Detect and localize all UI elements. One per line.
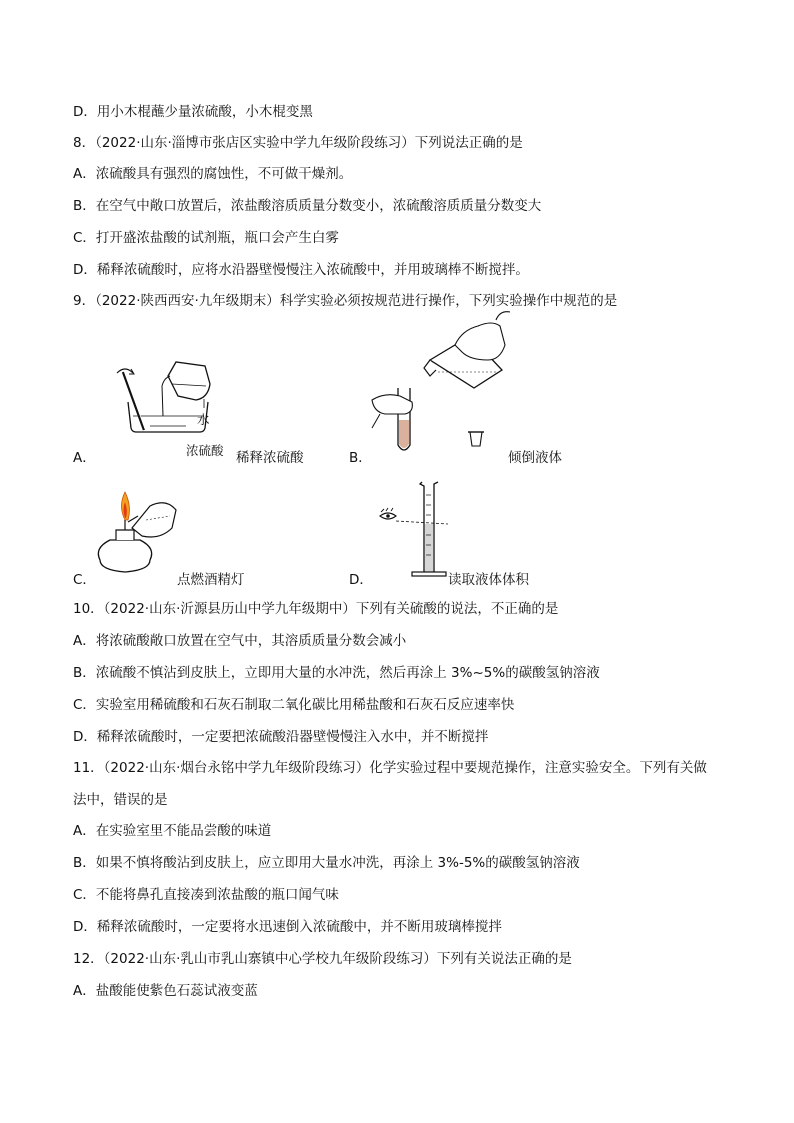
q9-stem: 9．（2022·陕西西安·九年级期末）科学实验必须按规范进行操作，下列实验操作中规范的是 (73, 293, 618, 309)
q10-option-b: B．浓硫酸不慎沾到皮肤上，立即用大量的水冲洗，然后再涂上 3%~5%的碳酸氢钠溶液 (73, 665, 600, 681)
q9-option-c-letter: C． (73, 572, 96, 588)
q12-stem: 12．（2022·山东·乳山市乳山寨镇中心学校九年级阶段练习）下列有关说法正确的是 (73, 951, 572, 967)
q11-option-b: B．如果不慎将酸沾到皮肤上，应立即用大量水冲洗，再涂上 3%-5%的碳酸氢钠溶液 (73, 855, 580, 871)
q11-option-a: A．在实验室里不能品尝酸的味道 (73, 823, 272, 839)
q8-stem: 8．（2022·山东·淄博市张店区实验中学九年级阶段练习）下列说法正确的是 (73, 135, 523, 151)
q9-option-a-caption: 稀释浓硫酸 (236, 450, 304, 466)
q9-option-b-letter: B． (349, 450, 372, 466)
q9-option-a-letter: A． (73, 450, 96, 466)
acid-label: 浓硫酸 (186, 443, 224, 458)
q9-option-d-letter: D． (349, 572, 373, 588)
q9-option-d-caption: 读取液体体积 (448, 572, 529, 588)
q8-option-c: C．打开盛浓盐酸的试剂瓶，瓶口会产生白雾 (73, 230, 339, 246)
water-label: 水 (197, 412, 210, 427)
q11-stem-line-1: 11．（2022·山东·烟台永铭中学九年级阶段练习）化学实验过程中要规范操作，注意实验安全。下列有关做 (73, 760, 707, 776)
q12-option-a: A．盐酸能使紫色石蕊试液变蓝 (73, 983, 258, 999)
q8-option-a: A．浓硫酸具有强烈的腐蚀性，不可做干燥剂。 (73, 166, 353, 182)
q7-option-d: D．用小木棍蘸少量浓硫酸，小木棍变黑 (73, 104, 313, 120)
q10-stem: 10．（2022·山东·沂源县历山中学九年级期中）下列有关硫酸的说法，不正确的是 (73, 601, 559, 617)
q8-option-b: B．在空气中敞口放置后，浓盐酸溶质质量分数变小，浓硫酸溶质质量分数变大 (73, 198, 542, 214)
q10-option-d: D．稀释浓硫酸时，一定要把浓硫酸沿器壁慢慢注入水中，并不断搅拌 (73, 729, 489, 745)
q10-option-a: A．将浓硫酸敞口放置在空气中，其溶质质量分数会减小 (73, 633, 407, 649)
q11-option-d: D．稀释浓硫酸时，一定要将水迅速倒入浓硫酸中，并不断用玻璃棒搅拌 (73, 919, 502, 935)
q9-option-c-caption: 点燃酒精灯 (177, 572, 245, 588)
q10-option-c: C．实验室用稀硫酸和石灰石制取二氧化碳比用稀盐酸和石灰石反应速率快 (73, 697, 515, 713)
q9-option-b-caption: 倾倒液体 (508, 450, 562, 466)
q8-option-d: D．稀释浓硫酸时，应将水沿器壁慢慢注入浓硫酸中，并用玻璃棒不断搅拌。 (73, 262, 529, 278)
q11-option-c: C．不能将鼻孔直接凑到浓盐酸的瓶口闻气味 (73, 887, 339, 903)
q11-stem-line-2: 法中，错误的是 (73, 792, 168, 808)
